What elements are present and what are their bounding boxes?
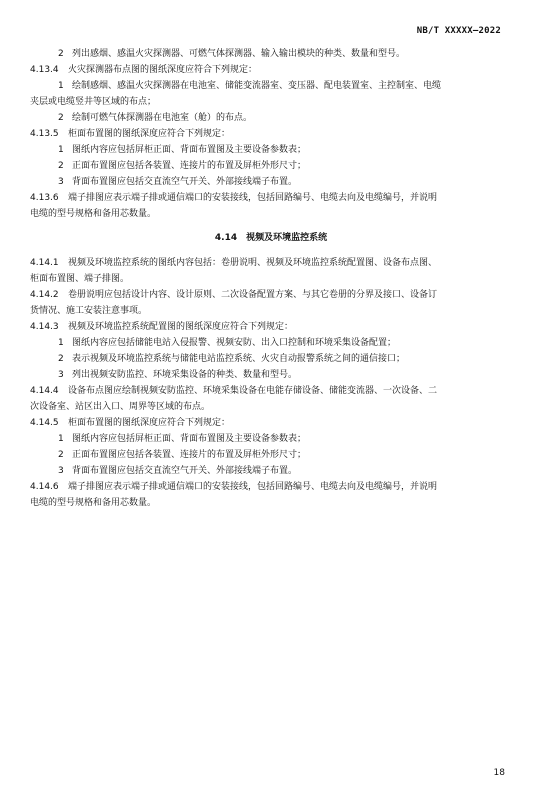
line-text: 图纸内容应包括屏柜正面、背面布置图及主要设备参数表；: [72, 434, 307, 444]
continuation-line: [30, 271, 512, 287]
line-text: 火灾探测器布点图的图纸深度应符合下列规定：: [68, 65, 258, 75]
clause-line: [30, 479, 512, 495]
line-text: 背面布置图应包括交直流空气开关、外部接线端子布置。: [72, 177, 298, 187]
clause-number: 4.14.2: [30, 290, 59, 300]
continuation-line: [30, 303, 512, 319]
clause-number: 1: [58, 338, 64, 348]
line-text: 图纸内容应包括屏柜正面、背面布置图及主要设备参数表；: [72, 145, 307, 155]
line-text: 视频及环境监控系统的图纸内容包括：卷册说明、视频及环境监控系统配置图、设备布点图、: [68, 258, 438, 268]
line-text: 夹层或电缆竖井等区域的布点；: [30, 97, 157, 107]
clause-line: [30, 415, 512, 431]
line-text: 正面布置图应包括各装置、连接片的布置及屏柜外形尺寸；: [72, 450, 307, 460]
document-body: [30, 46, 512, 511]
line-text: 端子排图应表示端子排或通信端口的安装接线，包括回路编号、电缆去向及电缆编号，并说明: [68, 482, 438, 492]
document-code: NB/T XXXXX—2022: [416, 26, 501, 36]
list-item: [30, 174, 512, 190]
clause-number: 4.13.6: [30, 193, 59, 203]
clause-number: 1: [58, 434, 64, 444]
line-text: 设备布点图应绘制视频安防监控、环境采集设备在电能存储设备、储能变流器、一次设备、二: [68, 386, 438, 396]
clause-number: 3: [58, 177, 64, 187]
section-title: 4.14 视频及环境监控系统: [214, 233, 328, 243]
list-item: [30, 447, 512, 463]
line-text: 图纸内容应包括储能电站入侵报警、视频安防、出入口控制和环境采集设备配置；: [72, 338, 397, 348]
list-item: [30, 142, 512, 158]
line-text: 端子排图应表示端子排或通信端口的安装接线，包括回路编号、电缆去向及电缆编号，并说明: [68, 193, 438, 203]
clause-number: 4.14.5: [30, 418, 59, 428]
clause-line: [30, 62, 512, 78]
line-text: 货情况、施工安装注意事项。: [30, 306, 148, 316]
line-text: 柜面布置图、端子排图。: [30, 274, 130, 284]
list-item: [30, 351, 512, 367]
clause-number: 1: [58, 145, 64, 155]
line-text: 柜面布置图的图纸深度应符合下列规定：: [68, 418, 231, 428]
clause-line: [30, 255, 512, 271]
clause-number: 4.14.4: [30, 386, 59, 396]
clause-number: 2: [58, 161, 64, 171]
clause-number: 4.13.4: [30, 65, 59, 75]
line-text: 绘制感烟、感温火灾探测器在电池室、储能变流器室、变压器、配电装置室、主控制室、电缆: [72, 81, 442, 91]
line-text: 电缆的型号规格和备用芯数量。: [30, 209, 157, 219]
clause-line: [30, 319, 512, 335]
clause-number: 1: [58, 81, 64, 91]
list-item: [30, 78, 512, 94]
clause-number: 2: [58, 49, 64, 59]
list-item: [30, 367, 512, 383]
clause-number: 2: [58, 354, 64, 364]
continuation-line: [30, 399, 512, 415]
clause-line: [30, 126, 512, 142]
line-text: 电缆的型号规格和备用芯数量。: [30, 498, 157, 508]
line-text: 正面布置图应包括各装置、连接片的布置及屏柜外形尺寸；: [72, 161, 307, 171]
line-text: 列出感烟、感温火灾探测器、可燃气体探测器、输入输出模块的种类、数量和型号。: [72, 49, 406, 59]
continuation-line: [30, 206, 512, 222]
list-item: [30, 110, 512, 126]
clause-number: 4.14.6: [30, 482, 59, 492]
line-text: 卷册说明应包括设计内容、设计原则、二次设备配置方案、与其它卷册的分界及接口、设备订: [68, 290, 438, 300]
clause-line: [30, 383, 512, 399]
list-item: [30, 431, 512, 447]
line-text: 列出视频安防监控、环境采集设备的种类、数量和型号。: [72, 370, 298, 380]
clause-number: 4.13.5: [30, 129, 59, 139]
clause-number: 4.14.3: [30, 322, 59, 332]
clause-number: 2: [58, 450, 64, 460]
page-number: 18: [493, 768, 505, 778]
clause-number: 2: [58, 113, 64, 123]
continuation-line: [30, 94, 512, 110]
clause-line: [30, 287, 512, 303]
list-item: [30, 335, 512, 351]
line-text: 表示视频及环境监控系统与储能电站监控系统、火灾自动报警系统之间的通信接口；: [72, 354, 406, 364]
clause-line: [30, 190, 512, 206]
clause-number: 3: [58, 370, 64, 380]
clause-number: 4.14.1: [30, 258, 59, 268]
line-text: 绘制可燃气体探测器在电池室（舱）的布点。: [72, 113, 253, 123]
clause-number: 3: [58, 466, 64, 476]
list-item: [30, 46, 512, 62]
list-item: [30, 463, 512, 479]
continuation-line: [30, 495, 512, 511]
line-text: 次设备室、站区出入口、周界等区域的布点。: [30, 402, 211, 412]
line-text: 视频及环境监控系统配置图的图纸深度应符合下列规定：: [68, 322, 294, 332]
line-text: 背面布置图应包括交直流空气开关、外部接线端子布置。: [72, 466, 298, 476]
line-text: 柜面布置图的图纸深度应符合下列规定：: [68, 129, 231, 139]
list-item: [30, 158, 512, 174]
